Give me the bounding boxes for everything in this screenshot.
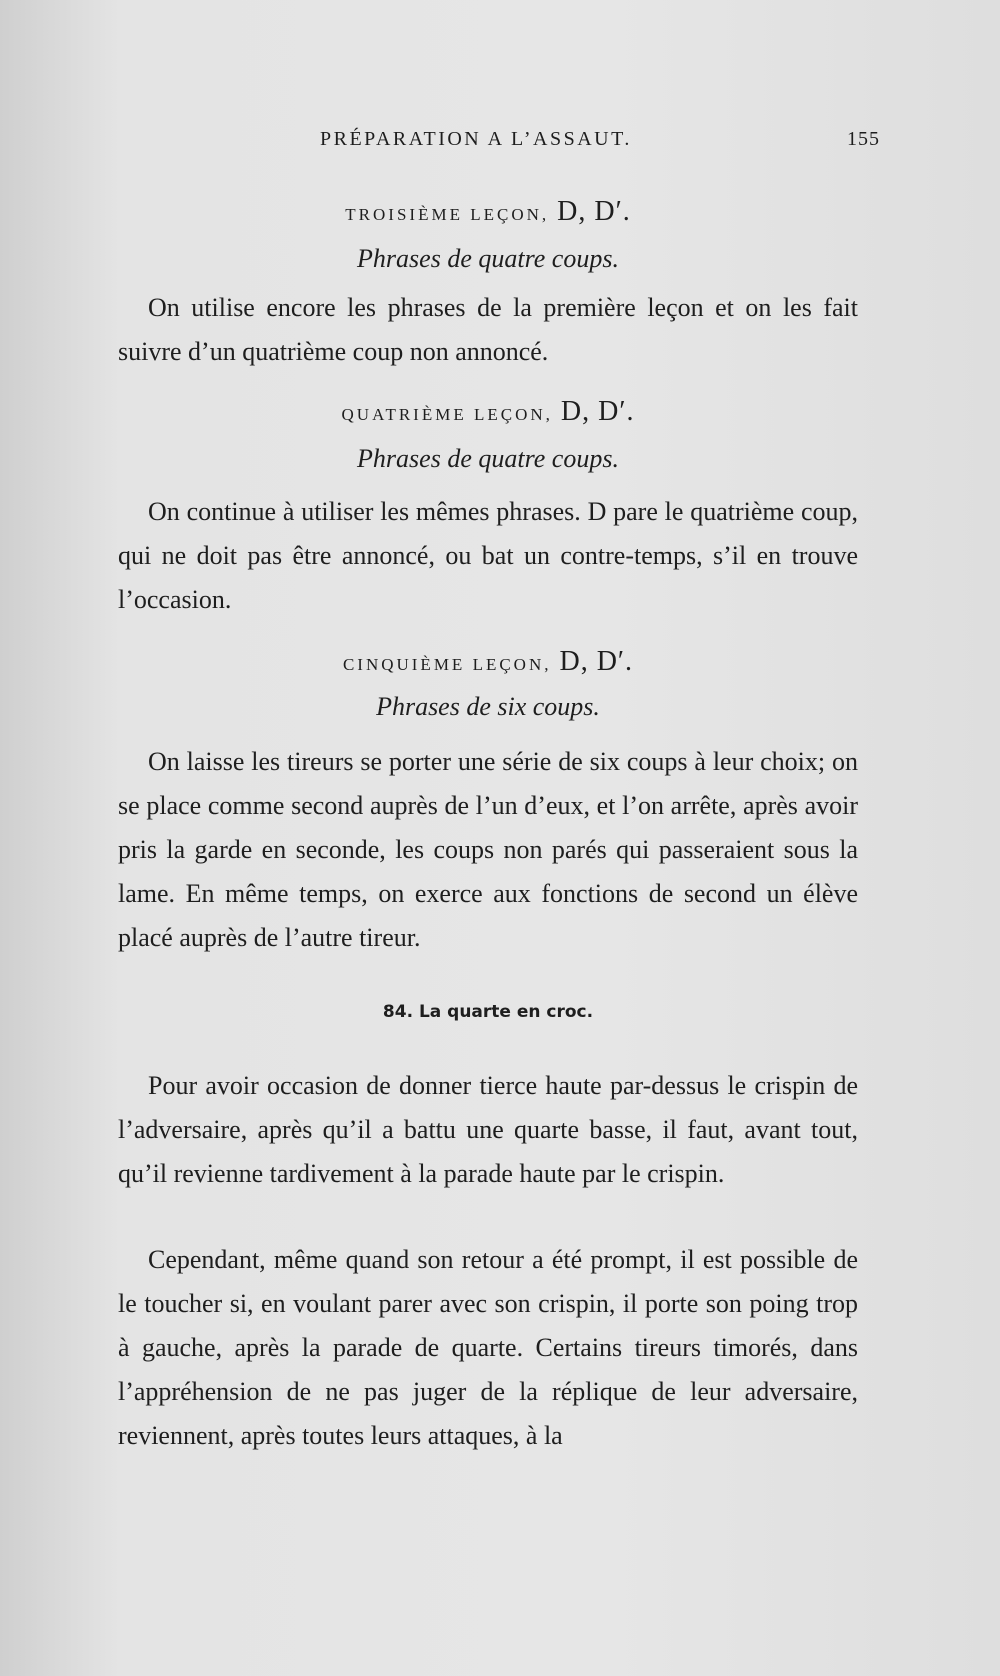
lesson-heading-4 xyxy=(118,396,858,428)
lesson-subtitle-3: Phrases de quatre coups. xyxy=(357,244,619,273)
running-title: PRÉPARATION A L’ASSAUT. xyxy=(320,128,632,150)
lesson-text-5: On laisse les tireurs se porter une série de six coups à leur choix; on se place comme second auprès de l’un d’eux, et l’on arrête, après avoir pris la garde en seconde, les coups non parés qui passeraient sous la lame. En même temps, on exerce aux fonctions de second un élève placé auprès de l’autre tireur. xyxy=(118,747,858,952)
lesson-subtitle-4: Phrases de quatre coups. xyxy=(357,444,619,473)
section-paragraph-2: Cependant, même quand son retour a été prompt, il est possible de le toucher si, en voulant parer avec son crispin, il porte son poing trop à gauche, après la parade de quarte. Certains tireurs timorés, dans l’appréhension de ne pas juger de la réplique de leur adversaire, reviennent, après toutes leurs attaques, à la xyxy=(118,1245,858,1450)
section-paragraph-1: Pour avoir occasion de donner tierce haute par-dessus le crispin de l’adversaire, après qu’il a battu une quarte basse, il faut, avant tout, qu’il revienne tardivement à la parade haute par le crispin. xyxy=(118,1071,858,1188)
lesson-heading-5 xyxy=(118,646,858,678)
lesson-heading-3 xyxy=(118,196,858,228)
lesson-ordinal: TROISIÈME LEÇON, xyxy=(345,205,550,224)
lesson-subtitle-5: Phrases de six coups. xyxy=(376,692,600,721)
lesson-ordinal: QUATRIÈME LEÇON, xyxy=(341,405,553,424)
running-header xyxy=(320,128,880,151)
lesson-text-4: On continue à utiliser les mêmes phrases. D pare le quatrième coup, qui ne doit pas être annoncé, ou bat un contre-temps, s’il en trouve l’occasion. xyxy=(118,497,858,614)
lesson-letters: D, D′. xyxy=(557,196,631,227)
lesson-letters: D, D′. xyxy=(560,396,635,427)
lesson-ordinal: CINQUIÈME LEÇON, xyxy=(342,655,552,674)
lesson-letters: D, D′. xyxy=(559,646,634,677)
lesson-text-3: On utilise encore les phrases de la première leçon et on les fait suivre d’un quatrième coup non annoncé. xyxy=(118,293,858,366)
section-heading: 84. La quarte en croc. xyxy=(382,1002,594,1022)
page-number: 155 xyxy=(847,128,880,150)
